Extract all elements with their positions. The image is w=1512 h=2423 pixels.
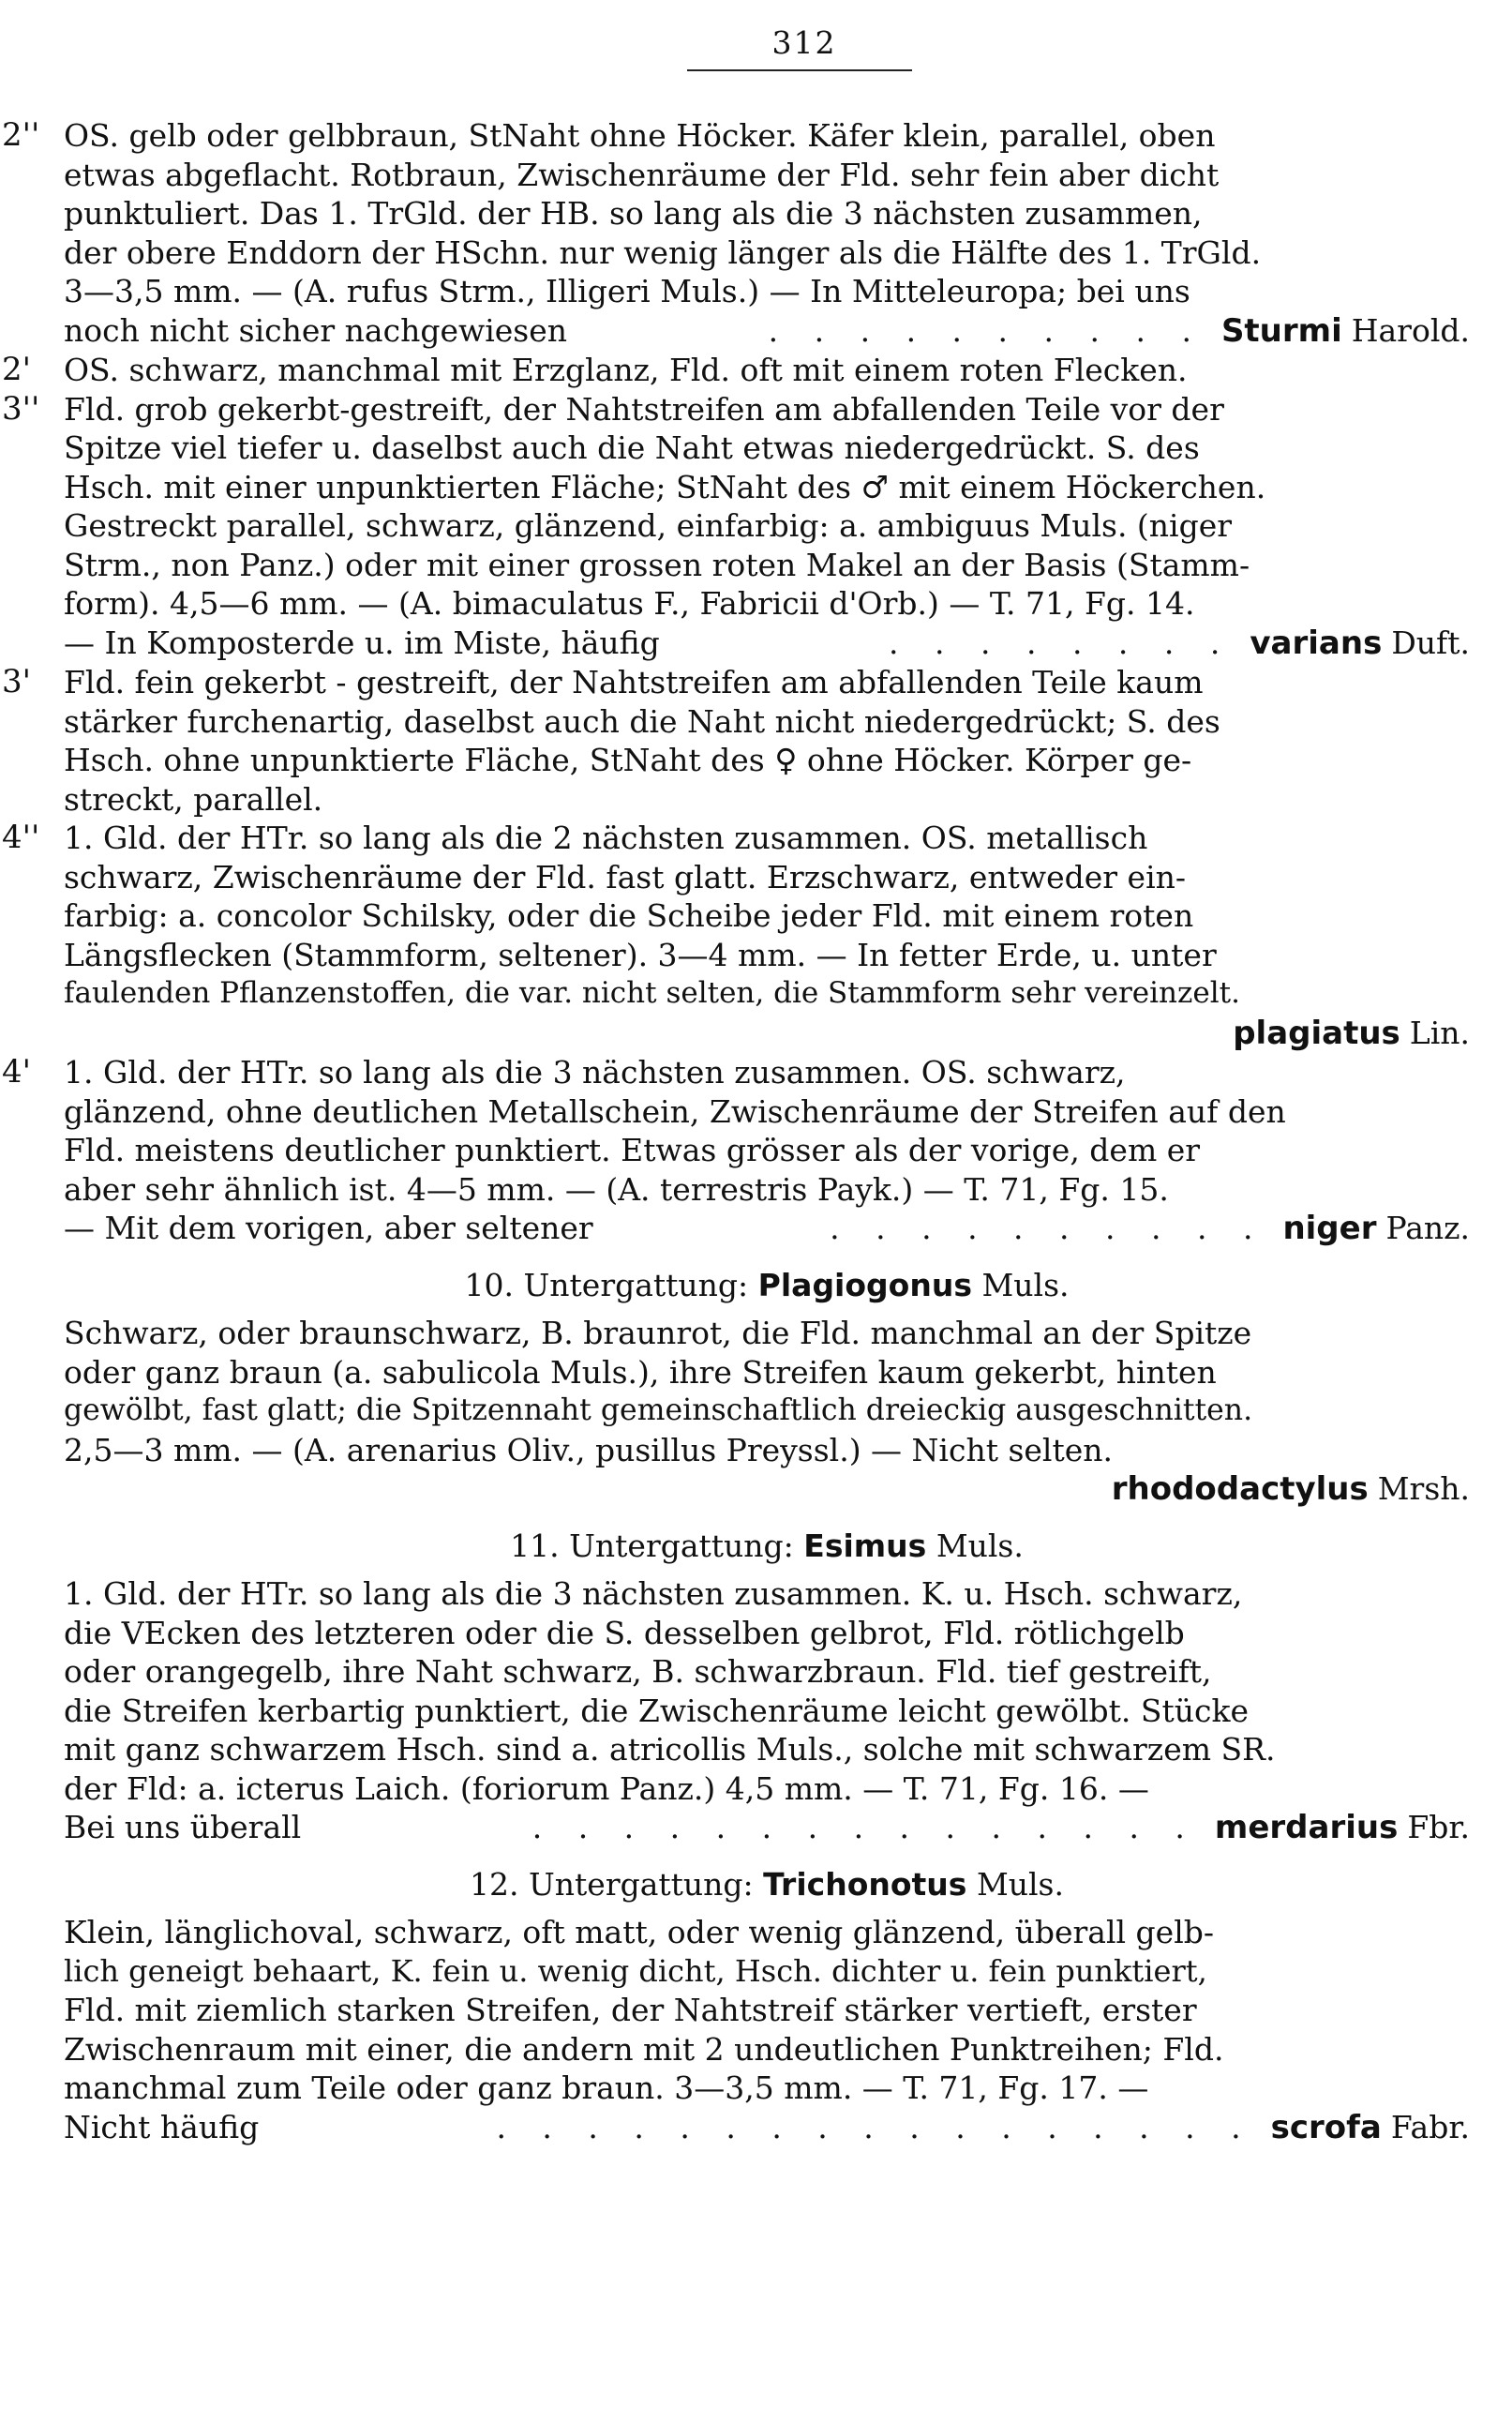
- text-line: Zwischenraum mit einer, die andern mit 2 undeutlichen Punktreihen; Fld.: [64, 2030, 1224, 2068]
- couplet-marker: 4'': [2, 819, 40, 856]
- subgenus-name: Trichonotus: [763, 1865, 967, 1903]
- text-line: der obere Enddorn der HSchn. nur wenig länger als die Hälfte des 1. TrGld.: [64, 233, 1262, 271]
- text-line: form). 4,5—6 mm. — (A. bimaculatus F., Fabricii d'Orb.) — T. 71, Fg. 14.: [64, 585, 1195, 622]
- text-line: 1. Gld. der HTr. so lang als die 3 nächsten zusammen. K. u. Hsch. schwarz,: [64, 1575, 1243, 1612]
- species-name: plagiatus: [1233, 1014, 1400, 1052]
- key-entry-4b: [2, 1053, 1470, 1249]
- leader-dots: . . . . . . . . . .: [768, 311, 1205, 349]
- text-line: Klein, länglichoval, schwarz, oft matt, oder wenig glänzend, überall gelb-: [64, 1914, 1215, 1950]
- text-line: OS. schwarz, manchmal mit Erzglanz, Fld. oft mit einem roten Flecken.: [64, 352, 1188, 388]
- text-line: lich geneigt behaart, K. fein u. wenig dicht, Hsch. dichter u. fein punktiert,: [64, 1952, 1207, 1989]
- couplet-marker: 3': [2, 663, 31, 700]
- heading-prefix: 10. Untergattung:: [464, 1266, 749, 1303]
- species-line: [64, 1014, 1470, 1054]
- habitat-text: noch nicht sicher nachgewiesen: [64, 311, 568, 349]
- text-line: der Fld: a. icterus Laich. (foriorum Panz.) 4,5 mm. — T. 71, Fg. 16. —: [64, 1769, 1149, 1807]
- text-line: die Streifen kerbartig punktiert, die Zwischenräume leicht gewölbt. Stücke: [64, 1692, 1250, 1729]
- subgenus-description: [64, 1314, 1470, 1510]
- key-entry-3b: [2, 663, 1470, 819]
- habitat-text: Nicht häufig: [64, 2108, 260, 2145]
- species-line: [64, 311, 1470, 352]
- text-line: faulenden Pflanzenstoffen, die var. nicht selten, die Stammform sehr vereinzelt.: [64, 976, 1240, 1010]
- habitat-text: — In Komposterde u. im Miste, häufig: [64, 624, 660, 661]
- key-entry-2a: [2, 116, 1470, 351]
- text-line: 3—3,5 mm. — (A. rufus Strm., Illigeri Muls.) — In Mitteleuropa; bei uns: [64, 273, 1190, 309]
- text-line: OS. gelb oder gelbbraun, StNaht ohne Höcker. Käfer klein, parallel, oben: [64, 117, 1216, 154]
- text-line: gewölbt, fast glatt; die Spitzennaht gemeinschaftlich dreieckig ausgeschnitten.: [64, 1393, 1253, 1427]
- species-line: [64, 1808, 1470, 1848]
- couplet-marker: 3'': [2, 389, 40, 428]
- subgenus-name: Esimus: [803, 1527, 927, 1564]
- text-line: etwas abgeflacht. Rotbraun, Zwischenräume der Fld. sehr fein aber dicht: [64, 156, 1220, 193]
- habitat-text: — Mit dem vorigen, aber seltener: [64, 1210, 593, 1246]
- species-author: Lin.: [1409, 1014, 1470, 1051]
- text-line: 1. Gld. der HTr. so lang als die 2 nächsten zusammen. OS. metallisch: [64, 820, 1148, 856]
- leader-dots: . . . . . . . . . . . . . . .: [531, 1809, 1198, 1845]
- text-line: streckt, parallel.: [64, 780, 323, 818]
- key-entry-3a: [2, 389, 1470, 664]
- species-author: Mrsh.: [1377, 1470, 1470, 1507]
- species-line: [64, 624, 1470, 664]
- text-line: Hsch. ohne unpunktierte Fläche, StNaht des ♀ ohne Höcker. Körper ge-: [64, 742, 1192, 778]
- heading-prefix: 12. Untergattung:: [470, 1865, 754, 1903]
- text-line: stärker furchenartig, daselbst auch die Naht nicht niedergedrückt; S. des: [64, 702, 1220, 740]
- text-line: oder orangegelb, ihre Naht schwarz, B. schwarzbraun. Fld. tief gestreift,: [64, 1653, 1212, 1690]
- text-line: Fld. grob gekerbt-gestreift, der Nahtstreifen am abfallenden Teile vor der: [64, 390, 1224, 428]
- subgenus-description: [64, 1913, 1470, 2147]
- text-line: Schwarz, oder braunschwarz, B. braunrot, die Fld. manchmal an der Spitze: [64, 1315, 1252, 1351]
- text-line: Hsch. mit einer unpunktierten Fläche; StNaht des ♂ mit einem Höckerchen.: [64, 468, 1266, 505]
- species-author: Fabr.: [1390, 2108, 1470, 2145]
- text-line: Strm., non Panz.) oder mit einer grossen roten Makel an der Basis (Stamm-: [64, 546, 1250, 583]
- text-line: Gestreckt parallel, schwarz, glänzend, einfarbig: a. ambiguus Muls. (niger: [64, 507, 1233, 544]
- heading-prefix: 11. Untergattung:: [510, 1527, 794, 1564]
- heading-author: Muls.: [981, 1266, 1070, 1303]
- species-name: merdarius: [1214, 1809, 1399, 1846]
- text-line: glänzend, ohne deutlichen Metallschein, Zwischenräume der Streifen auf den: [64, 1092, 1286, 1130]
- key-entry-2b: [2, 351, 1470, 390]
- heading-author: Muls.: [936, 1527, 1024, 1564]
- couplet-marker: 4': [2, 1053, 31, 1091]
- species-name: rhododactylus: [1111, 1470, 1369, 1508]
- couplet-marker: 2'': [2, 116, 40, 154]
- page-number-rule: [687, 69, 912, 71]
- species-author: Duft.: [1391, 624, 1470, 661]
- species-line: [64, 1469, 1470, 1510]
- species-name: Sturmi: [1220, 311, 1342, 350]
- text-line: Fld. mit ziemlich starken Streifen, der Nahtstreif stärker vertieft, erster: [64, 1992, 1197, 2028]
- heading-author: Muls.: [976, 1865, 1064, 1903]
- page-number: 312: [771, 24, 837, 61]
- leader-dots: . . . . . . . . . .: [830, 1210, 1266, 1246]
- key-entry-4a: [2, 819, 1470, 1053]
- text-line: aber sehr ähnlich ist. 4—5 mm. — (A. terrestris Payk.) — T. 71, Fg. 15.: [64, 1170, 1169, 1208]
- leader-dots: . . . . . . . .: [889, 624, 1234, 661]
- text-line: manchmal zum Teile oder ganz braun. 3—3,5 mm. — T. 71, Fg. 17. —: [64, 2069, 1149, 2106]
- subgenus-heading: [64, 1865, 1470, 1904]
- species-author: Panz.: [1385, 1210, 1470, 1246]
- text-line: mit ganz schwarzem Hsch. sind a. atricollis Muls., solche mit schwarzem SR.: [64, 1731, 1276, 1768]
- subgenus-description: [64, 1574, 1470, 1848]
- subgenus-name: Plagiogonus: [757, 1266, 972, 1303]
- species-name: niger: [1282, 1210, 1377, 1247]
- text-line: Längsflecken (Stammform, seltener). 3—4 mm. — In fetter Erde, u. unter: [64, 936, 1217, 973]
- text-line: schwarz, Zwischenräume der Fld. fast glatt. Erzschwarz, entweder ein-: [64, 858, 1187, 895]
- text-line: 1. Gld. der HTr. so lang als die 3 nächsten zusammen. OS. schwarz,: [64, 1054, 1126, 1091]
- text-line: punktuliert. Das 1. TrGld. der HB. so lang als die 3 nächsten zusammen,: [64, 195, 1203, 232]
- leader-dots: . . . . . . . . . . . . . . . . .: [496, 2108, 1254, 2145]
- text-line: die VEcken des letzteren oder die S. desselben gelbrot, Fld. rötlichgelb: [64, 1614, 1185, 1651]
- text-line: oder ganz braun (a. sabulicola Muls.), ihre Streifen kaum gekerbt, hinten: [64, 1353, 1217, 1391]
- species-name: scrofa: [1270, 2108, 1382, 2146]
- species-name: varians: [1250, 624, 1383, 662]
- species-author: Fbr.: [1407, 1809, 1470, 1845]
- text-line: Fld. fein gekerbt - gestreift, der Nahtstreifen am abfallenden Teile kaum: [64, 664, 1204, 700]
- habitat-text: Bei uns überall: [64, 1809, 302, 1845]
- text-line: Spitze viel tiefer u. daselbst auch die Naht etwas niedergedrückt. S. des: [64, 429, 1200, 466]
- subgenus-heading: [64, 1527, 1470, 1566]
- text-line: 2,5—3 mm. — (A. arenarius Oliv., pusillus Preyssl.) — Nicht selten.: [64, 1431, 1114, 1468]
- subgenus-heading: [64, 1266, 1470, 1305]
- text-line: Fld. meistens deutlicher punktiert. Etwas grösser als der vorige, dem er: [64, 1132, 1201, 1168]
- couplet-marker: 2': [2, 351, 31, 388]
- species-line: [64, 1209, 1470, 1249]
- page-body: [2, 116, 1470, 2147]
- species-author: Harold.: [1351, 311, 1470, 349]
- text-line: farbig: a. concolor Schilsky, oder die Scheibe jeder Fld. mit einem roten: [64, 897, 1194, 934]
- species-line: [64, 2108, 1470, 2148]
